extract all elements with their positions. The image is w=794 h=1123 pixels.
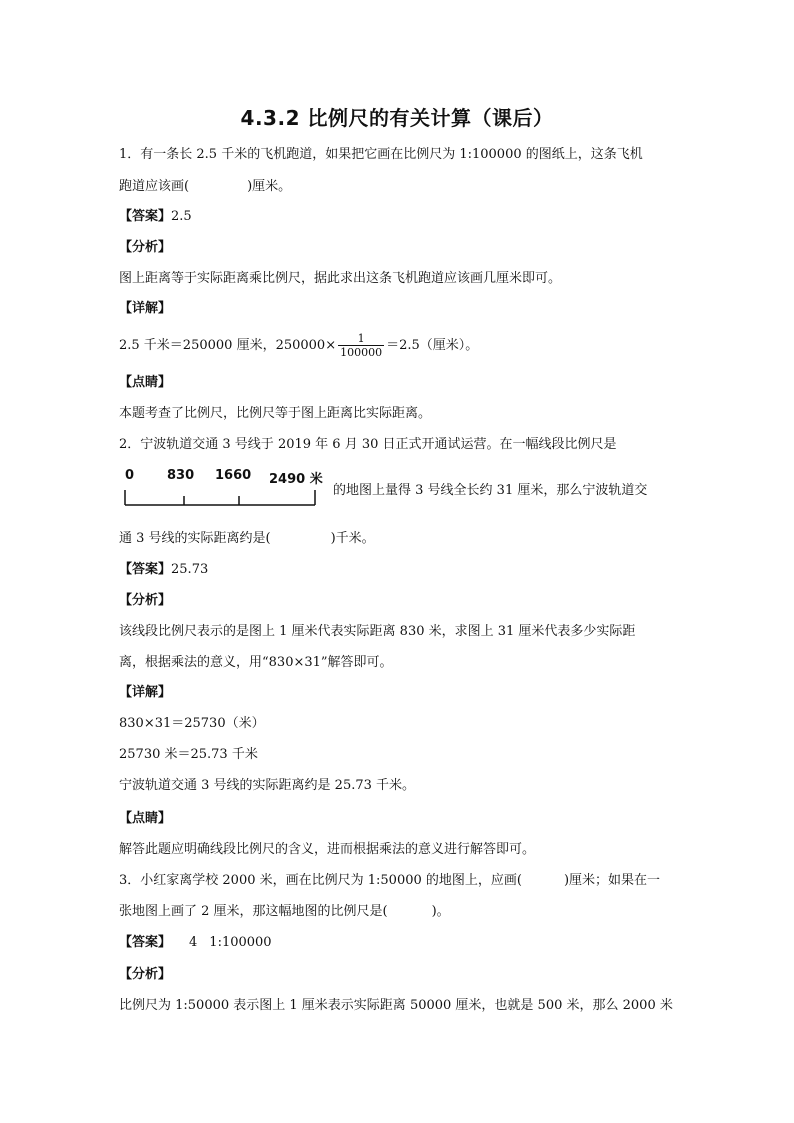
q1-line2-suffix: )厘米。 [247,179,292,194]
q1-detail-suffix: ＝2.5（厘米）。 [386,338,479,353]
page-title: 4.3.2 比例尺的有关计算（课后） [240,106,554,130]
q2-answer [119,561,208,579]
fraction-numerator: 1 [338,332,384,346]
analysis-tag: 【分析】 [119,593,172,608]
fraction-denominator: 100000 [340,346,383,359]
q2-line3 [119,530,375,548]
q3-line2 [119,903,450,921]
answer-value-1: 4 [189,935,198,950]
comment-tag: 【点睛】 [119,375,172,390]
fraction [338,332,384,359]
scale-label-1660: 1660 [215,468,252,483]
q2-line3-prefix: 通 3 号线的实际距离约是( [119,531,271,546]
q2-line1: 2．宁波轨道交通 3 号线于 2019 年 6 月 30 日正式开通试运营。在一幅线段比例尺是 [119,437,617,452]
q2-line3-suffix: )千米。 [330,531,375,546]
comment-tag: 【点睛】 [119,811,172,826]
answer-tag: 【答案】 [119,562,172,577]
q3-line1-prefix: 3．小红家离学校 2000 米，画在比例尺为 1:50000 的地图上，应画( [119,873,522,888]
detail-tag: 【详解】 [119,301,172,316]
q1-detail [119,328,478,364]
scale-label-2490: 2490 米 [269,472,323,487]
q3-answer [119,934,272,952]
q1-analysis: 图上距离等于实际距离乘比例尺，据此求出这条飞机跑道应该画几厘米即可。 [119,271,562,286]
q1-detail-prefix: 2.5 千米＝250000 厘米，250000× [119,338,337,353]
q2-detail-1: 830×31＝25730（米） [119,716,265,731]
q1-answer [119,208,192,226]
q3-line1-suffix: )厘米；如果在一 [563,873,661,888]
q2-comment: 解答此题应明确线段比例尺的含义，进而根据乘法的意义进行解答即可。 [119,842,536,857]
q2-detail-2: 25730 米＝25.73 千米 [119,747,258,762]
q1-line2 [119,178,291,196]
q2-line2: 的地图上量得 3 号线全长约 31 厘米，那么宁波轨道交 [333,483,648,498]
q2-analysis-1: 该线段比例尺表示的是图上 1 厘米代表实际距离 830 米，求图上 31 厘米代表多少实际距 [119,624,636,639]
detail-tag: 【详解】 [119,685,172,700]
answer-tag: 【答案】 [119,209,172,224]
scale-label-830: 830 [167,468,195,483]
answer-tag: 【答案】 [119,935,172,950]
q3-line2-suffix: )。 [431,904,450,919]
q3-analysis: 比例尺为 1:50000 表示图上 1 厘米表示实际距离 50000 厘米，也就是 500 米，那么 2000 米 [119,998,673,1013]
q3-line1 [119,872,660,890]
scale-bar [119,468,329,508]
scale-label-0: 0 [125,468,135,483]
analysis-tag: 【分析】 [119,967,172,982]
q1-comment: 本题考查了比例尺，比例尺等于图上距离比实际距离。 [119,406,432,421]
q1-line2-prefix: 跑道应该画( [119,179,190,194]
q3-line2-prefix: 张地图上画了 2 厘米，那这幅地图的比例尺是( [119,904,388,919]
answer-value: 25.73 [171,562,209,577]
answer-value: 2.5 [171,209,192,224]
q2-analysis-2: 离，根据乘法的意义，用“830×31”解答即可。 [119,655,393,670]
line-scale-figure [119,468,329,508]
answer-value-2: 1:100000 [209,935,272,950]
analysis-tag: 【分析】 [119,240,172,255]
q2-detail-3: 宁波轨道交通 3 号线的实际距离约是 25.73 千米。 [119,778,416,793]
q1-line1: 1．有一条长 2.5 千米的飞机跑道，如果把它画在比例尺为 1:100000 的图纸上，这条飞机 [119,147,643,162]
